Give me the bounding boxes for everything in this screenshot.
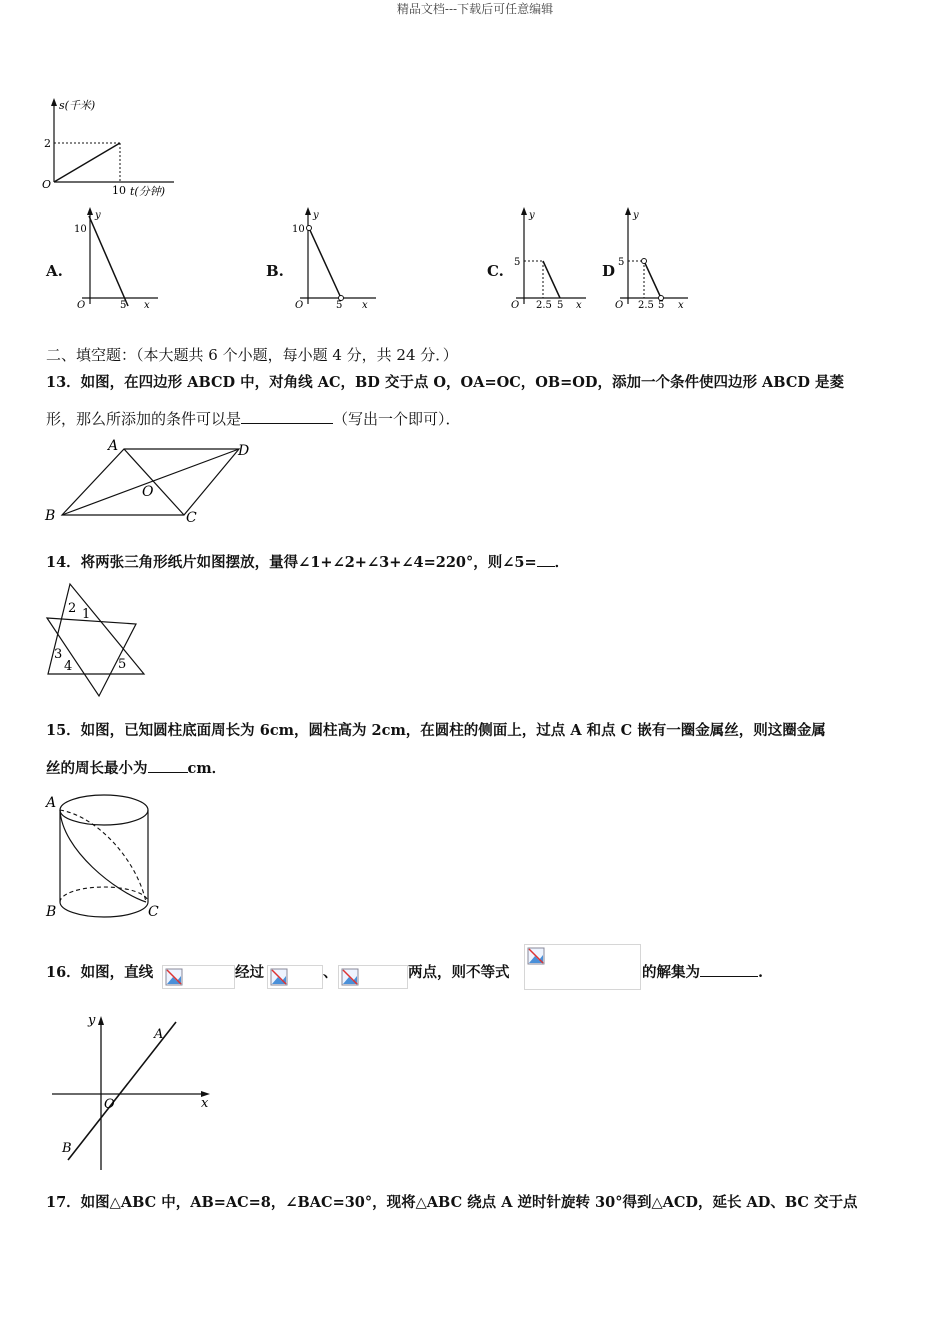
broken-image-icon xyxy=(527,947,545,965)
q16-t5 xyxy=(642,961,763,982)
option-b-label: B. xyxy=(266,262,284,280)
option-c-x: x xyxy=(576,300,582,311)
q16-image-line xyxy=(162,965,235,989)
q15-line2-end: cm． xyxy=(187,760,227,777)
q14-text xyxy=(46,551,569,572)
option-b-x: x xyxy=(362,300,368,311)
q13-line2-text: 形，那么所添加的条件可以是 xyxy=(46,410,242,428)
q15-answer-blank xyxy=(148,758,188,773)
q16-answer-blank xyxy=(700,962,758,977)
q12-xlabel: t(分钟) xyxy=(130,185,166,198)
q16-point-b: B xyxy=(62,1141,72,1156)
q16-axis-y: y xyxy=(88,1013,96,1028)
q13-label-b: B xyxy=(45,508,56,524)
option-d-graph xyxy=(608,204,690,312)
option-c-graph xyxy=(508,204,588,312)
option-c-ytop: 5 xyxy=(514,257,521,268)
q13-figure xyxy=(44,438,258,526)
q16-origin: O xyxy=(104,1097,115,1112)
q12-y2: 2 xyxy=(44,137,51,150)
option-d-y: y xyxy=(633,210,639,221)
q14-angle-1: 1 xyxy=(82,607,91,622)
q12-main-graph xyxy=(38,96,178,202)
option-a-xmark: 5 xyxy=(120,300,127,311)
option-b-ytop: 10 xyxy=(292,224,305,235)
broken-image-icon xyxy=(270,968,288,986)
q15-line1: 15．如图，已知圆柱底面周长为 6cm，圆柱高为 2cm，在圆柱的侧面上，过点 A 和点 C 嵌有一圈金属丝，则这圈金属 xyxy=(46,722,826,739)
q17-text: 17．如图△ABC 中，AB=AC=8，∠BAC=30°，现将△ABC 绕点 A 逆时针旋转 30°得到△ACD，延长 AD、BC 交于点 xyxy=(46,1194,858,1211)
q13-answer-blank xyxy=(241,409,333,424)
q16-image-inequality xyxy=(524,944,641,990)
q16-t4: 两点，则不等式 xyxy=(408,964,510,981)
q12-origin: O xyxy=(42,178,52,191)
option-b-origin: O xyxy=(295,300,304,311)
q15-figure xyxy=(44,788,166,924)
q12-x10: 10 xyxy=(112,184,126,197)
q13-label-c: C xyxy=(186,510,197,526)
q13-label-d: D xyxy=(238,443,250,459)
option-c-origin: O xyxy=(511,300,520,311)
q14-figure xyxy=(44,580,148,698)
q15-label-b: B xyxy=(46,904,57,920)
q14-angle-5: 5 xyxy=(118,657,127,672)
option-a-ytop: 10 xyxy=(74,224,87,235)
option-c-label: C. xyxy=(487,262,504,280)
q13-line2-end: （写出一个即可）． xyxy=(333,410,461,428)
q14-answer-blank xyxy=(537,552,555,567)
option-b-y: y xyxy=(313,210,319,221)
section-heading: 二、填空题：（本大题共 6 个小题，每小题 4 分，共 24 分．） xyxy=(46,346,458,364)
q14-angle-4: 4 xyxy=(64,659,73,674)
q13-line2 xyxy=(46,408,461,429)
broken-image-icon xyxy=(165,968,183,986)
q16-t6: . xyxy=(758,964,764,981)
option-d-xmark: 5 xyxy=(658,300,665,311)
option-d-xmid: 2.5 xyxy=(638,300,654,311)
option-a-origin: O xyxy=(77,300,86,311)
q15-label-c: C xyxy=(148,904,159,920)
option-d-label: D xyxy=(602,262,616,280)
q16-point-a: A xyxy=(154,1027,164,1042)
option-a-graph xyxy=(74,204,160,312)
q12-ylabel: s(千米) xyxy=(59,99,96,112)
option-a-y: y xyxy=(95,210,101,221)
q14-angle-2: 2 xyxy=(68,601,77,616)
option-b-xmark: 5 xyxy=(336,300,343,311)
option-d-ytop: 5 xyxy=(618,257,625,268)
q15-line2 xyxy=(46,757,226,778)
q16-t1: 16．如图，直线 xyxy=(46,964,154,981)
q13-label-a: A xyxy=(108,438,119,454)
option-c-xmark: 5 xyxy=(557,300,564,311)
q16-t2: 经过 xyxy=(235,964,264,981)
option-d-origin: O xyxy=(615,300,624,311)
option-d-x: x xyxy=(678,300,684,311)
option-c-y: y xyxy=(529,210,535,221)
q15-line2-text: 丝的周长最小为 xyxy=(46,760,148,777)
option-a-x: x xyxy=(144,300,150,311)
q16-image-point-b xyxy=(338,965,408,989)
broken-image-icon xyxy=(341,968,359,986)
q13-label-o: O xyxy=(142,484,154,500)
q14-end: ． xyxy=(554,554,570,571)
option-b-graph xyxy=(292,204,378,312)
q15-label-a: A xyxy=(46,795,57,811)
q14-angle-3: 3 xyxy=(54,647,63,662)
q13-line1: 13．如图，在四边形 ABCD 中，对角线 AC，BD 交于点 O，OA=OC，OB=OD，添加一个条件使四边形 ABCD 是菱 xyxy=(46,374,844,391)
option-c-xmid: 2.5 xyxy=(536,300,552,311)
q16-image-point-a xyxy=(267,965,323,989)
option-a-label: A. xyxy=(46,262,63,280)
q16-axis-x: x xyxy=(201,1096,209,1111)
q16-t5-text: 的解集为 xyxy=(642,964,700,981)
q14-question: 14．将两张三角形纸片如图摆放，量得∠1+∠2+∠3+∠4=220°，则∠5= xyxy=(46,554,537,571)
page-header: 精品文档---下载后可任意编辑 xyxy=(396,2,554,16)
q16-figure xyxy=(44,1008,216,1174)
q16-t3: 、 xyxy=(323,964,338,981)
